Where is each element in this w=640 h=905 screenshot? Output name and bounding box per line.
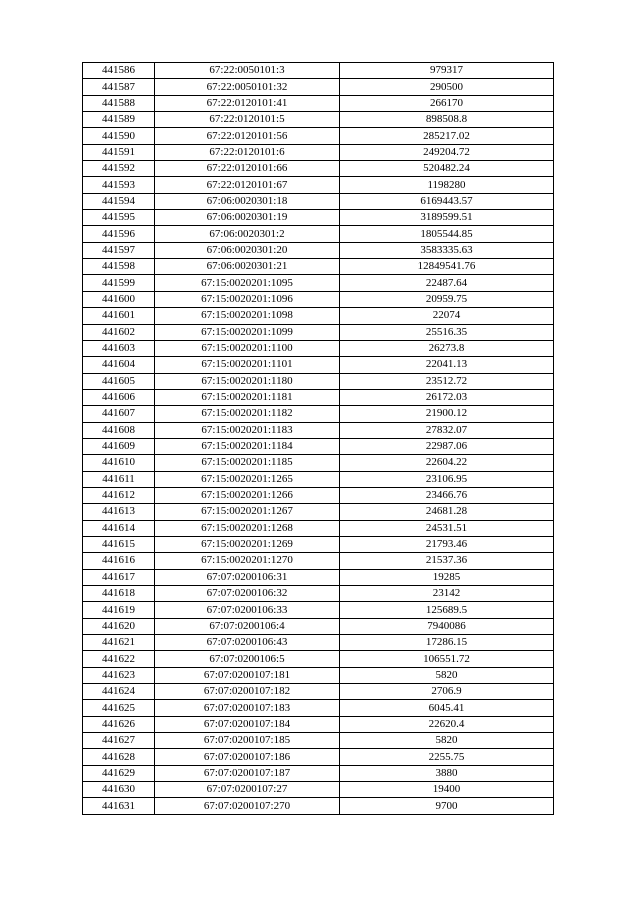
cadastral-number-cell: 67:15:0020201:1099 xyxy=(155,324,340,340)
cadastral-number-cell: 67:06:0020301:20 xyxy=(155,242,340,258)
row-id-cell: 441595 xyxy=(83,210,155,226)
row-id-cell: 441592 xyxy=(83,161,155,177)
value-amount-cell: 249204.72 xyxy=(340,144,554,160)
row-id-cell: 441621 xyxy=(83,635,155,651)
row-id-cell: 441589 xyxy=(83,112,155,128)
cadastral-number-cell: 67:22:0050101:3 xyxy=(155,63,340,79)
cadastral-number-cell: 67:07:0200106:43 xyxy=(155,635,340,651)
table-row xyxy=(83,161,554,177)
row-id-cell: 441599 xyxy=(83,275,155,291)
table-row xyxy=(83,487,554,503)
value-amount-cell: 22604.22 xyxy=(340,455,554,471)
cadastral-number-cell: 67:15:0020201:1266 xyxy=(155,487,340,503)
cadastral-number-cell: 67:06:0020301:18 xyxy=(155,193,340,209)
value-amount-cell: 20959.75 xyxy=(340,291,554,307)
value-amount-cell: 5820 xyxy=(340,733,554,749)
value-amount-cell: 27832.07 xyxy=(340,422,554,438)
cadastral-number-cell: 67:15:0020201:1182 xyxy=(155,406,340,422)
cadastral-number-cell: 67:06:0020301:2 xyxy=(155,226,340,242)
value-amount-cell: 25516.35 xyxy=(340,324,554,340)
row-id-cell: 441604 xyxy=(83,357,155,373)
table-row xyxy=(83,586,554,602)
row-id-cell: 441616 xyxy=(83,553,155,569)
table-row xyxy=(83,128,554,144)
table-row xyxy=(83,95,554,111)
cadastral-number-cell: 67:15:0020201:1098 xyxy=(155,308,340,324)
row-id-cell: 441629 xyxy=(83,765,155,781)
table-row xyxy=(83,618,554,634)
table-row xyxy=(83,422,554,438)
row-id-cell: 441613 xyxy=(83,504,155,520)
table-row xyxy=(83,684,554,700)
row-id-cell: 441620 xyxy=(83,618,155,634)
row-id-cell: 441627 xyxy=(83,733,155,749)
cadastral-number-cell: 67:22:0120101:6 xyxy=(155,144,340,160)
table-row xyxy=(83,193,554,209)
cadastral-number-cell: 67:07:0200106:32 xyxy=(155,586,340,602)
value-amount-cell: 3880 xyxy=(340,765,554,781)
value-amount-cell: 1805544.85 xyxy=(340,226,554,242)
row-id-cell: 441622 xyxy=(83,651,155,667)
cadastral-number-cell: 67:15:0020201:1185 xyxy=(155,455,340,471)
cadastral-number-cell: 67:15:0020201:1268 xyxy=(155,520,340,536)
cadastral-number-cell: 67:22:0120101:5 xyxy=(155,112,340,128)
table-row xyxy=(83,357,554,373)
cadastral-number-cell: 67:15:0020201:1269 xyxy=(155,536,340,552)
row-id-cell: 441588 xyxy=(83,95,155,111)
value-amount-cell: 23142 xyxy=(340,586,554,602)
row-id-cell: 441611 xyxy=(83,471,155,487)
value-amount-cell: 290500 xyxy=(340,79,554,95)
table-row xyxy=(83,798,554,814)
table-row xyxy=(83,553,554,569)
cadastral-number-cell: 67:15:0020201:1183 xyxy=(155,422,340,438)
cadastral-number-cell: 67:07:0200107:270 xyxy=(155,798,340,814)
row-id-cell: 441587 xyxy=(83,79,155,95)
table-row xyxy=(83,749,554,765)
cadastral-number-cell: 67:06:0020301:19 xyxy=(155,210,340,226)
cadastral-number-cell: 67:07:0200107:185 xyxy=(155,733,340,749)
cadastral-number-cell: 67:15:0020201:1096 xyxy=(155,291,340,307)
row-id-cell: 441610 xyxy=(83,455,155,471)
value-amount-cell: 6169443.57 xyxy=(340,193,554,209)
table-row xyxy=(83,635,554,651)
value-amount-cell: 22041.13 xyxy=(340,357,554,373)
value-amount-cell: 23106.95 xyxy=(340,471,554,487)
value-amount-cell: 24531.51 xyxy=(340,520,554,536)
value-amount-cell: 26273.8 xyxy=(340,340,554,356)
cadastral-number-cell: 67:22:0120101:66 xyxy=(155,161,340,177)
row-id-cell: 441593 xyxy=(83,177,155,193)
table-row xyxy=(83,373,554,389)
cadastral-number-cell: 67:15:0020201:1265 xyxy=(155,471,340,487)
row-id-cell: 441619 xyxy=(83,602,155,618)
value-amount-cell: 285217.02 xyxy=(340,128,554,144)
row-id-cell: 441608 xyxy=(83,422,155,438)
value-amount-cell: 125689.5 xyxy=(340,602,554,618)
cadastral-number-cell: 67:07:0200107:27 xyxy=(155,782,340,798)
value-amount-cell: 266170 xyxy=(340,95,554,111)
row-id-cell: 441602 xyxy=(83,324,155,340)
cadastral-number-cell: 67:15:0020201:1101 xyxy=(155,357,340,373)
table-row xyxy=(83,406,554,422)
value-amount-cell: 3583335.63 xyxy=(340,242,554,258)
row-id-cell: 441606 xyxy=(83,389,155,405)
table-row xyxy=(83,602,554,618)
row-id-cell: 441609 xyxy=(83,438,155,454)
row-id-cell: 441596 xyxy=(83,226,155,242)
cadastral-number-cell: 67:07:0200106:5 xyxy=(155,651,340,667)
table-row xyxy=(83,765,554,781)
row-id-cell: 441624 xyxy=(83,684,155,700)
cadastral-number-cell: 67:07:0200107:182 xyxy=(155,684,340,700)
cadastral-number-cell: 67:15:0020201:1100 xyxy=(155,340,340,356)
value-amount-cell: 6045.41 xyxy=(340,700,554,716)
row-id-cell: 441605 xyxy=(83,373,155,389)
table-row xyxy=(83,210,554,226)
row-id-cell: 441590 xyxy=(83,128,155,144)
row-id-cell: 441615 xyxy=(83,536,155,552)
cadastral-number-cell: 67:07:0200106:31 xyxy=(155,569,340,585)
table-row xyxy=(83,291,554,307)
table-row xyxy=(83,389,554,405)
value-amount-cell: 23512.72 xyxy=(340,373,554,389)
value-amount-cell: 3189599.51 xyxy=(340,210,554,226)
cadastral-number-cell: 67:15:0020201:1184 xyxy=(155,438,340,454)
value-amount-cell: 21793.46 xyxy=(340,536,554,552)
table-row xyxy=(83,520,554,536)
table-row xyxy=(83,144,554,160)
value-amount-cell: 979317 xyxy=(340,63,554,79)
table-row xyxy=(83,700,554,716)
cadastral-number-cell: 67:07:0200107:186 xyxy=(155,749,340,765)
table-row xyxy=(83,651,554,667)
table-row xyxy=(83,308,554,324)
table-row xyxy=(83,79,554,95)
table-row xyxy=(83,242,554,258)
cadastral-number-cell: 67:07:0200107:187 xyxy=(155,765,340,781)
cadastral-number-cell: 67:07:0200107:184 xyxy=(155,716,340,732)
cadastral-number-cell: 67:07:0200106:4 xyxy=(155,618,340,634)
row-id-cell: 441625 xyxy=(83,700,155,716)
row-id-cell: 441594 xyxy=(83,193,155,209)
table-row xyxy=(83,471,554,487)
cadastral-number-cell: 67:22:0120101:67 xyxy=(155,177,340,193)
cadastral-number-cell: 67:07:0200107:183 xyxy=(155,700,340,716)
row-id-cell: 441591 xyxy=(83,144,155,160)
value-amount-cell: 17286.15 xyxy=(340,635,554,651)
value-amount-cell: 1198280 xyxy=(340,177,554,193)
value-amount-cell: 12849541.76 xyxy=(340,259,554,275)
table-row xyxy=(83,733,554,749)
value-amount-cell: 26172.03 xyxy=(340,389,554,405)
table-row xyxy=(83,63,554,79)
row-id-cell: 441603 xyxy=(83,340,155,356)
value-amount-cell: 22074 xyxy=(340,308,554,324)
row-id-cell: 441612 xyxy=(83,487,155,503)
cadastral-number-cell: 67:07:0200106:33 xyxy=(155,602,340,618)
table-row xyxy=(83,438,554,454)
row-id-cell: 441598 xyxy=(83,259,155,275)
cadastral-number-cell: 67:22:0050101:32 xyxy=(155,79,340,95)
value-amount-cell: 2255.75 xyxy=(340,749,554,765)
cadastral-number-cell: 67:22:0120101:41 xyxy=(155,95,340,111)
row-id-cell: 441607 xyxy=(83,406,155,422)
row-id-cell: 441600 xyxy=(83,291,155,307)
value-amount-cell: 21900.12 xyxy=(340,406,554,422)
row-id-cell: 441630 xyxy=(83,782,155,798)
table-row xyxy=(83,504,554,520)
value-amount-cell: 898508.8 xyxy=(340,112,554,128)
table-row xyxy=(83,667,554,683)
row-id-cell: 441614 xyxy=(83,520,155,536)
value-amount-cell: 24681.28 xyxy=(340,504,554,520)
table-row xyxy=(83,782,554,798)
table-row xyxy=(83,275,554,291)
cadastral-number-cell: 67:15:0020201:1181 xyxy=(155,389,340,405)
value-amount-cell: 22620.4 xyxy=(340,716,554,732)
row-id-cell: 441623 xyxy=(83,667,155,683)
value-amount-cell: 21537.36 xyxy=(340,553,554,569)
value-amount-cell: 22987.06 xyxy=(340,438,554,454)
value-amount-cell: 9700 xyxy=(340,798,554,814)
table-body xyxy=(83,63,554,815)
cadastral-number-cell: 67:07:0200107:181 xyxy=(155,667,340,683)
cadastral-number-cell: 67:15:0020201:1095 xyxy=(155,275,340,291)
value-amount-cell: 106551.72 xyxy=(340,651,554,667)
table-row xyxy=(83,177,554,193)
row-id-cell: 441586 xyxy=(83,63,155,79)
value-amount-cell: 23466.76 xyxy=(340,487,554,503)
row-id-cell: 441597 xyxy=(83,242,155,258)
value-amount-cell: 19400 xyxy=(340,782,554,798)
table-row xyxy=(83,226,554,242)
row-id-cell: 441626 xyxy=(83,716,155,732)
table-row xyxy=(83,455,554,471)
cadastral-number-cell: 67:06:0020301:21 xyxy=(155,259,340,275)
parcel-value-table xyxy=(82,62,554,815)
row-id-cell: 441618 xyxy=(83,586,155,602)
cadastral-number-cell: 67:15:0020201:1180 xyxy=(155,373,340,389)
table-row xyxy=(83,324,554,340)
row-id-cell: 441631 xyxy=(83,798,155,814)
table-row xyxy=(83,340,554,356)
value-amount-cell: 2706.9 xyxy=(340,684,554,700)
value-amount-cell: 19285 xyxy=(340,569,554,585)
value-amount-cell: 22487.64 xyxy=(340,275,554,291)
row-id-cell: 441617 xyxy=(83,569,155,585)
table-row xyxy=(83,259,554,275)
value-amount-cell: 520482.24 xyxy=(340,161,554,177)
value-amount-cell: 5820 xyxy=(340,667,554,683)
table-row xyxy=(83,536,554,552)
cadastral-number-cell: 67:15:0020201:1270 xyxy=(155,553,340,569)
cadastral-number-cell: 67:22:0120101:56 xyxy=(155,128,340,144)
row-id-cell: 441601 xyxy=(83,308,155,324)
row-id-cell: 441628 xyxy=(83,749,155,765)
table-row xyxy=(83,569,554,585)
value-amount-cell: 7940086 xyxy=(340,618,554,634)
table-row xyxy=(83,716,554,732)
table-row xyxy=(83,112,554,128)
cadastral-number-cell: 67:15:0020201:1267 xyxy=(155,504,340,520)
